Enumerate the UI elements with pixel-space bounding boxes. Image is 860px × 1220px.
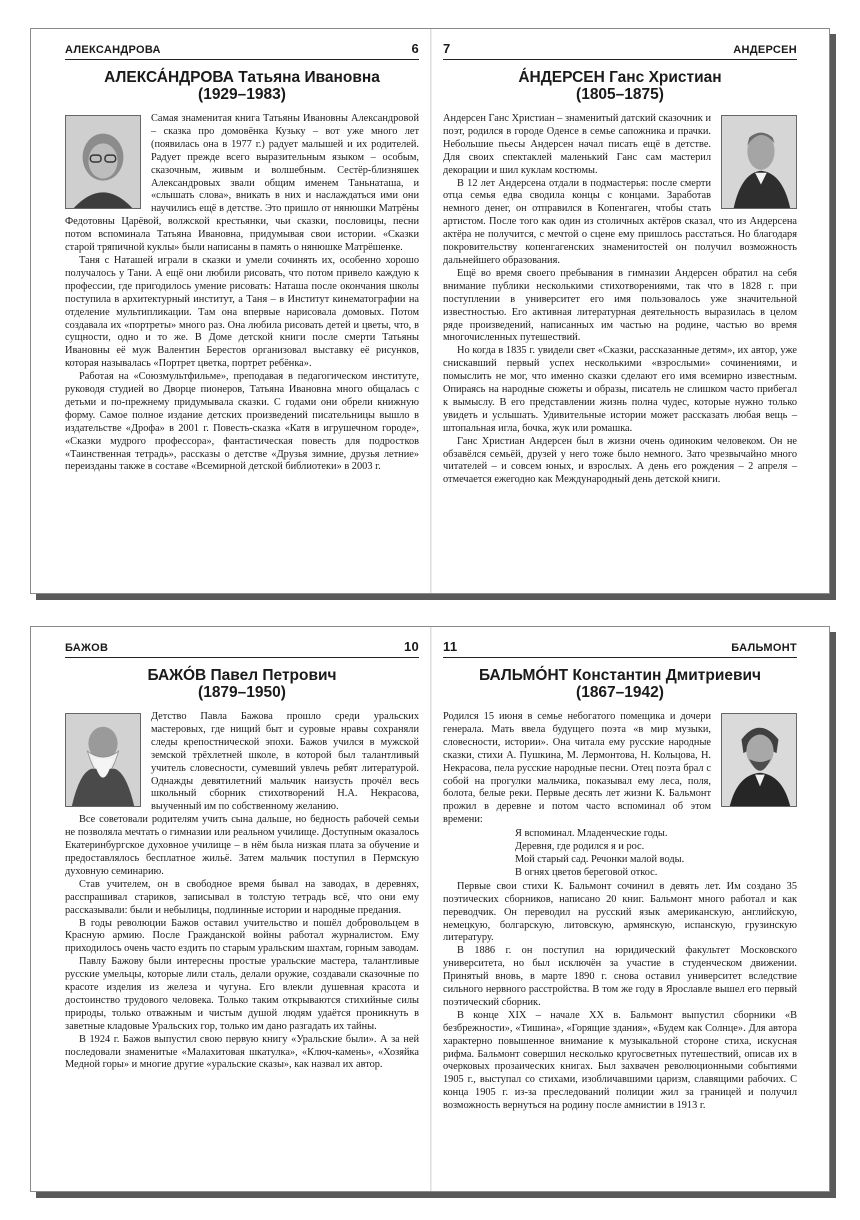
paragraph: Работая на «Союзмультфильме», преподавая в педагогическом институте, руководя студией во Дворце пионеров, Татьяна Ивановна много общалась с детьми и по-прежнему придумывала сказки. С годами они обрели книжную форму. Самое полное издание детских произведений писательницы вышло в издательстве «Дрофа» в 2001 г. Повесть-сказка «Катя в игрушечном городе», «Сказки мудрого профессора», фантастическая повесть для подростков «Таинственная тетрадь», рассказы о детстве «Друзья зимние, друзья летние» переизданы также в составе «Всемирной детской библиотеки» в 2003 г.: [65, 371, 419, 473]
entry-body: [65, 711, 419, 1072]
poem-line: Мой старый сад. Речонки малой воды.: [515, 853, 685, 865]
page-7: [431, 29, 831, 593]
portrait-man-icon: [721, 115, 797, 209]
running-header: [65, 41, 419, 60]
running-head-text: БАЖОВ: [65, 642, 109, 654]
paragraph: В 12 лет Андерсена отдали в подмастерья: после смерти отца семья едва сводила концы с концами. Заработав немного денег, он отправился в Копенгаген, чтобы стать артистом. После того как один из столичных актёров сказал, что из Андерсена актёра не получится, с мечтой о сцене ему пришлось расстаться. Но благодаря покровительству копенгагенских знаменитостей он получил возможность дальнейшего образования.: [443, 177, 797, 266]
book-spread-top: [30, 28, 830, 594]
poem-quote: [515, 828, 797, 880]
portrait-woman-icon: [65, 115, 141, 209]
paragraph: Первые свои стихи К. Бальмонт сочинил в девять лет. Им создано 35 поэтических сборников, написано 20 книг. Бальмонт много работал и как переводчик. Он переводил на русский язык американскую, английскую, немецкую, болгарскую, литовскую, армянскую, испанскую, грузинскую литературу.: [443, 880, 797, 944]
author-years: (1929–1983): [198, 86, 286, 103]
page-number: 7: [443, 41, 451, 56]
running-head-text: БАЛЬМОНТ: [731, 642, 797, 654]
entry-title: [443, 69, 797, 103]
author-years: (1879–1950): [198, 684, 286, 701]
paragraph: Родился 15 июня в семье небогатого помещика и дочери генерала. Мать ввела будущего поэта «в мир музыки, словесности, истории». Она читала ему русские народные сказки, стихи А. Пушкина, М. Лермонтова, Н. Кольцова, Н. Некрасова, пела русские народные песни. Отец поэта брал с собой на прогулки мальчика, показывал ему леса, поля, болота, белые реки. Первые десять лет жизни К. Бальмонт прожил в деревне и потом часто вспоминал об этом времени:: [443, 711, 711, 826]
page-number: 10: [403, 639, 419, 654]
paragraph: Став учителем, он в свободное время бывал на заводах, в деревнях, расспрашивал стариков, записывал в толстую тетрадь всё, что они ему рассказывали: были и небылицы, подлинные истории и народные предания.: [65, 878, 419, 916]
paragraph: В конце XIX – начале XX в. Бальмонт выпустил сборники «В безбрежности», «Тишина», «Горящие здания», «Будем как Солнце». Для автора характерно повышенное внимание к музыкальной стороне стиха, искусная рифма. Бальмонт совершил несколько кругосветных путешествий, описав их в очерковых прозаических книгах. Был захвачен революционными событиями 1905 г., выступал со стихами, изобличавшими царизм, славящими рабочих. С конца 1905 г. из-за преследований полиции жил за границей и получил возможность вернуться на родину после амнистии в 1913 г.: [443, 1009, 797, 1112]
paragraph: Ганс Христиан Андерсен был в жизни очень одиноким человеком. Он не обзавёлся семьёй, друзей у него тоже было немного. Зато чрезвычайно много читателей – и совсем юных, и взрослых. А день его рождения – 2 апреля – отмечается ежегодно как Международный день детской книги.: [443, 435, 797, 486]
page-10: [31, 627, 431, 1191]
poem-line: Я вспоминал. Младенческие годы.: [515, 828, 668, 840]
author-name: БАЛЬМО́НТ Константин Дмитриевич: [478, 667, 762, 684]
paragraph: Но когда в 1835 г. увидели свет «Сказки, рассказанные детям», их автор, уже снискавший первый успех несколькими «взрослыми» сочинениями, и помыслить не мог, что именно сказки сделают его имя всемирно известным. Опираясь на народные сюжеты и образы, писатель не слишком часто прибегал к вымыслу. В его представлении жизнь полна чудес, которые нужно только увидеть и услышать. Удивительные истории может рассказать любая вещь – штопальная игла, бочка, жук или ромашка.: [443, 345, 797, 434]
paragraph: Ещё во время своего пребывания в гимназии Андерсен обратил на себя внимание публики несколькими стихотворениями, так что в 1828 г. при поступлении в университет его имя пользовалось уже значительной известностью. Его активная литературная деятельность выразилась в целом ряде произведений, написанных им частью на родине, частью во время многочисленных путешествий.: [443, 267, 797, 344]
author-name: А́НДЕРСЕН Ганс Христиан: [518, 69, 722, 86]
paragraph: В 1886 г. он поступил на юридический факультет Московского университета, но был исключён за участие в студенческом движении. Принятый вновь, в марте 1890 г. снова оставил университет вследствие сильного нервного расстройства. В том же году в Ярославле вышел его первый поэтический сборник.: [443, 945, 797, 1008]
author-years: (1867–1942): [576, 684, 664, 701]
book-spread-bottom: [30, 626, 830, 1192]
paragraph: Андерсен Ганс Христиан – знаменитый датский сказочник и поэт, родился в городе Оденсе в семье сапожника и прачки. Небольшие пьесы Андерсен начал писать ещё в детстве. Для своих спектаклей маленький Ганс сам мастерил декорации и шил куклам костюмы.: [443, 113, 711, 176]
portrait-man-beard-icon: [721, 713, 797, 807]
paragraph: Все советовали родителям учить сына дальше, но бедность рабочей семьи не позволяла мечтать о гимназии или реальном училище. Доступным оказалось Екатеринбургское духовное училище – в нём была низкая плата за обучение и предоставлялось бесплатное жильё. Затем мальчик поступил в Пермскую духовную семинарию.: [65, 814, 419, 877]
page-number: 11: [443, 639, 458, 654]
author-name: АЛЕКСА́НДРОВА Татьяна Ивановна: [104, 69, 380, 86]
poem-line: В огнях цветов береговой откос.: [515, 866, 658, 878]
poem-line: Деревня, где родился я и рос.: [515, 841, 645, 853]
page-6: [31, 29, 431, 593]
paragraph: Самая знаменитая книга Татьяны Ивановны Александровой – сказка про домовёнка Кузьку – вот уже много лет (появилась она в 1977 г.) радует малышей и их родителей. Радует прежде всего выразительным языком – особым, сказочным, живым и волшебным. Сестёр-близняшек Александровых звали общим именем Таньнаташа, и «слышать слова», вникать в них и наслаждаться ими они научились ещё в детстве. Это пришло от нянюшки Матрёны Федотовны Царёвой, волжской крестьянки, чьи сказки, пословицы, песни потом вспоминала Татьяна Ивановна, придумывая свои истории. «Сказки старой тряпичной куклы» были написаны в память о нянюшке Матрёшенке.: [65, 113, 419, 254]
entry-title: [65, 69, 419, 103]
entry-body: [443, 113, 797, 487]
running-head-text: АЛЕКСАНДРОВА: [65, 44, 161, 56]
author-years: (1805–1875): [576, 86, 664, 103]
running-head-text: АНДЕРСЕН: [733, 44, 797, 56]
paragraph: Павлу Бажову были интересны простые уральские мастера, талантливые русские умельцы, которые лили сталь, делали оружие, создавали сказочные по красоте изделия из железа и чугуна. Его влекли душевная красота и достоинство трудового человека. Только таким открываются стихийные силы природы, только отважным и чистым душой людям удаётся проникнуть в заветные кладовые Уральских гор, только им дано разгадать их тайны.: [65, 956, 419, 1032]
paragraph: Таня с Наташей играли в сказки и умели сочинять их, особенно хорошо получалось у Тани. А ещё они любили рисовать, что потом привело каждую к профессии, где пригодилось умение рисовать: Наташа после окончания школы поступила в архитектурный институт, а Таня – в Институт кинематографии на отделение мультипликации. Там она впервые нарисовала домовых. Потом создавала их «портреты» много раз. Она любила рисовать детей и цветы, что, в сущности, одно и то же. В Доме детской книги после смерти Татьяны Ивановны её муж Валентин Берестов организовал выставку её рисунков, которая называлась «Портрет цветка, портрет ребёнка».: [65, 254, 419, 370]
running-header: [443, 639, 797, 658]
paragraph: Детство Павла Бажова прошло среди уральских мастеровых, где нищий быт и суровые нравы сохраняли следы крепостнической эпохи. Бажов учился в мужской земской трёхлетней школе, в которой был талантливый учитель словесности, сумевший увлечь ребят литературой. Однажды девятилетний мальчик наизусть прочёл весь школьный сборник стихотворений Н.А. Некрасова, выученный им по собственному желанию.: [151, 711, 419, 813]
entry-body: [443, 711, 797, 1113]
entry-body: [65, 113, 419, 474]
entry-title: [65, 667, 419, 701]
running-header: [65, 639, 419, 658]
page-11: [431, 627, 831, 1191]
paragraph: В годы революции Бажов оставил учительство и пошёл добровольцем в Красную армию. После Гражданской войны работал журналистом. Ему приходилось очень часто ездить по старым уральским шахтам, горным заводам.: [65, 917, 419, 955]
portrait-bearded-man-icon: [65, 713, 141, 807]
paragraph: В 1924 г. Бажов выпустил свою первую книгу «Уральские были». А за ней последовали знаменитые «Малахитовая шкатулка», «Ключ-камень», «Хозяйка Медной горы» и многие другие «уральские сказы», как назвал их автор.: [65, 1033, 419, 1071]
entry-title: [443, 667, 797, 701]
running-header: [443, 41, 797, 60]
page-number: 6: [411, 41, 419, 56]
author-name: БАЖО́В Павел Петрович: [147, 667, 337, 684]
